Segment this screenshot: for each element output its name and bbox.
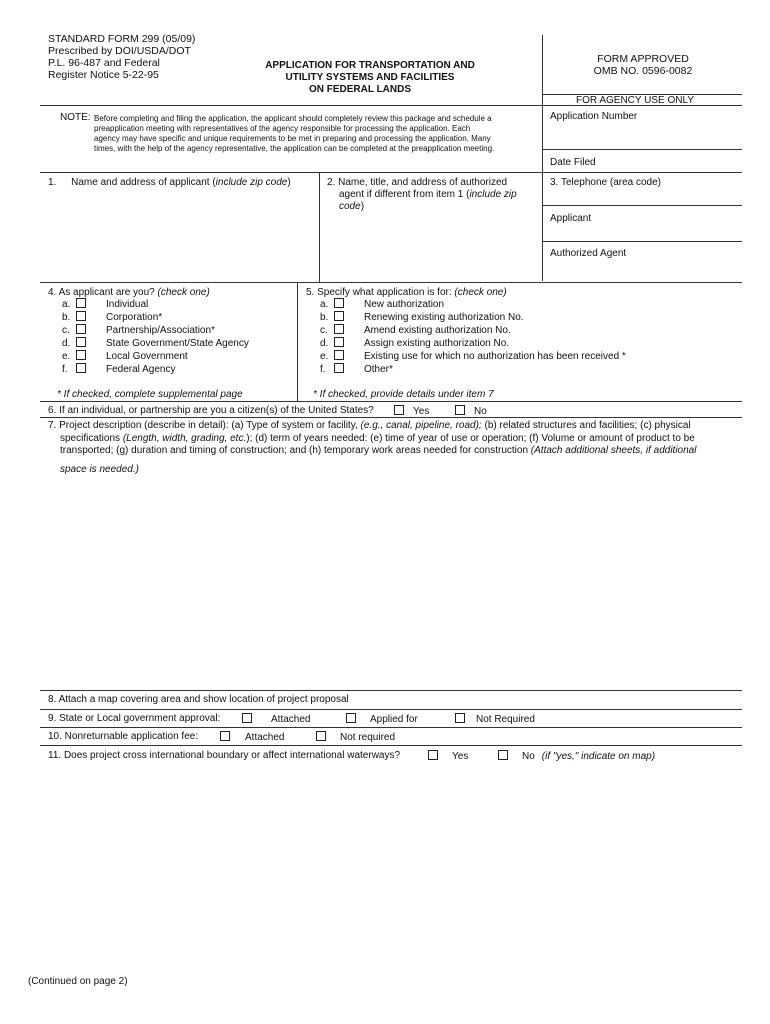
option-letter: e. [320, 351, 329, 362]
option-label: Other* [364, 364, 393, 375]
item5-option-a[interactable] [320, 298, 626, 311]
continued-text: (Continued on page [28, 976, 119, 987]
applied-for-label: Applied for [370, 714, 418, 725]
note-label: NOTE: [60, 112, 91, 123]
item5-question: 5. Specify what application is for: [306, 287, 452, 298]
yes-label: Yes [452, 751, 469, 762]
checkbox[interactable] [334, 350, 344, 360]
checkbox[interactable] [428, 750, 438, 760]
item7-l2b: (Length, width, grading, etc. [122, 432, 247, 444]
item10-attached-option[interactable] [220, 731, 284, 743]
item10-bottom-rule [40, 745, 742, 746]
item6-question: 6. If an individual, or partnership are you a citizen(s) of the United States? [48, 405, 374, 416]
item4-label [48, 287, 210, 298]
item9-attached-option[interactable] [242, 713, 310, 725]
item6-bottom-rule [40, 417, 742, 418]
agency-applicant-field[interactable]: Applicant [550, 213, 592, 224]
date-filed-field[interactable]: Date Filed [550, 157, 596, 168]
item7-l1a: 7. Project description (describe in detail): (a) Type of system or facility, [48, 420, 361, 431]
item5-options [320, 298, 626, 376]
option-label: State Government/State Agency [106, 338, 249, 349]
checkbox[interactable] [76, 298, 86, 308]
item2-line-3-italic: code [339, 201, 361, 212]
item5-label [306, 287, 507, 298]
item7-l3a: transported; (g) duration and timing of construction; and (h) temporary work areas needed for construction [60, 445, 531, 456]
continued-close: ) [124, 976, 128, 987]
item11-no-option[interactable] [498, 750, 655, 762]
no-label: No [474, 406, 487, 417]
yes-label: Yes [413, 406, 430, 417]
item11-question: 11. Does project cross international boundary or affect international waterways? [48, 750, 401, 761]
item9-bottom-rule [40, 727, 742, 728]
checkbox[interactable] [498, 750, 508, 760]
option-label: Renewing existing authorization No. [364, 312, 524, 323]
item4-footnote: * If checked, complete supplemental page [57, 389, 243, 400]
option-letter: f. [320, 364, 326, 375]
item2-line-1: 2. Name, title, and address of authorized [327, 177, 508, 188]
checkbox[interactable] [242, 713, 252, 723]
option-letter: a. [320, 299, 329, 310]
item8-bottom-rule [40, 709, 742, 710]
checkbox[interactable] [334, 298, 344, 308]
item1-number: 1. [48, 177, 57, 188]
option-label: Assign existing authorization No. [364, 338, 510, 349]
note-line-2: preapplication meeting with representatives of the agency responsible for processing the application. Each [94, 124, 471, 133]
checkbox[interactable] [316, 731, 326, 741]
option-letter: f. [62, 364, 68, 375]
attached-label: Attached [271, 714, 311, 725]
item5-option-e[interactable] [320, 350, 626, 363]
checkbox[interactable] [76, 350, 86, 360]
checkbox[interactable] [346, 713, 356, 723]
items-4-5-bottom-rule [40, 401, 742, 402]
option-letter: e. [62, 351, 71, 362]
checkbox[interactable] [334, 311, 344, 321]
item1-item2-divider [319, 172, 320, 282]
note-bottom-rule [40, 172, 742, 173]
option-letter: c. [320, 325, 328, 336]
checkbox[interactable] [455, 405, 465, 415]
agency-column-divider [542, 35, 543, 281]
checkbox[interactable] [394, 405, 404, 415]
checkbox[interactable] [220, 731, 230, 741]
note-line-3: agency may have specific and unique requirements to be met in preparing and processing the application. Many [94, 134, 491, 143]
note-text [94, 114, 494, 154]
item4-option-f[interactable] [62, 363, 249, 376]
item1-text: Name and address of applicant ( [71, 177, 216, 188]
item7-line-4: space is needed.) [60, 463, 139, 475]
item5-option-d[interactable] [320, 337, 626, 350]
option-label: Partnership/Association* [106, 325, 215, 336]
prescribed-by: Prescribed by DOI/USDA/DOT [48, 45, 191, 57]
item4-item5-divider [297, 282, 298, 402]
checkbox[interactable] [76, 337, 86, 347]
agency-use-heading: FOR AGENCY USE ONLY [576, 95, 694, 106]
item2-line-2: agent if different from item 1 ( [339, 189, 470, 200]
item11-yes-option[interactable] [428, 750, 468, 762]
item5-option-c[interactable] [320, 324, 626, 337]
item4-options [62, 298, 249, 376]
item9-not-required-option[interactable] [455, 713, 535, 725]
option-label: Existing use for which no authorization has been received * [364, 351, 626, 362]
checkbox[interactable] [455, 713, 465, 723]
no-label: No [522, 751, 535, 762]
item2-label[interactable] [327, 177, 517, 213]
item7-l1c: (b) related structures and facilities; (c) physical [481, 420, 691, 431]
continued-note [28, 976, 128, 987]
checkbox[interactable] [76, 311, 86, 321]
note-line-4: times, with the help of the agency representative, the application can be completed at the preapplication meeting. [94, 144, 495, 153]
item7-project-description[interactable] [48, 420, 696, 476]
item10-not-required-option[interactable] [316, 731, 395, 743]
agency-rule-3 [542, 241, 742, 242]
item2-line-3-close: ) [360, 201, 365, 212]
form-id: STANDARD FORM 299 (05/09) [48, 33, 196, 45]
title-line-3: ON FEDERAL LANDS [308, 84, 412, 95]
form-identifier-block [48, 33, 195, 81]
agency-rule-1 [542, 149, 742, 150]
form-title [260, 60, 480, 96]
item1-italic: include zip code [215, 177, 288, 188]
item6-no-option[interactable] [455, 405, 487, 417]
checkbox[interactable] [334, 337, 344, 347]
option-label: Individual [106, 299, 149, 310]
title-line-1: APPLICATION FOR TRANSPORTATION AND [265, 60, 475, 71]
item6-yes-option[interactable] [394, 405, 429, 417]
note-line-1: Before completing and filing the application, the applicant should completely review this package and schedule a [94, 114, 492, 123]
item7-line-3 [60, 445, 696, 458]
item7-l2c: ); (d) term of years needed: (e) time of year of use or operation; (f) Volume or amount of product to be [246, 432, 695, 444]
item4-option-a[interactable] [62, 298, 249, 311]
item1-close: ) [287, 177, 291, 188]
option-letter: d. [320, 338, 329, 349]
item9-applied-option[interactable] [346, 713, 418, 725]
option-letter: b. [62, 312, 71, 323]
item5-hint: (check one) [454, 287, 507, 298]
checkbox[interactable] [76, 363, 86, 373]
title-line-2: UTILITY SYSTEMS AND FACILITIES [285, 72, 455, 83]
item5-option-b[interactable] [320, 311, 626, 324]
item4-option-e[interactable] [62, 350, 249, 363]
item7-bottom-rule [40, 690, 742, 691]
omb-number: OMB NO. 0596-0082 [593, 65, 693, 77]
option-letter: c. [62, 325, 70, 336]
checkbox[interactable] [76, 324, 86, 334]
public-law: P.L. 96-487 and Federal [48, 57, 160, 69]
option-label: Corporation* [106, 312, 163, 323]
item7-l1b: (e.g., canal, pipeline, road); [360, 420, 482, 431]
option-label: Amend existing authorization No. [364, 325, 511, 336]
item4-option-c[interactable] [62, 324, 249, 337]
omb-approval [548, 53, 738, 77]
option-letter: a. [62, 299, 71, 310]
option-letter: d. [62, 338, 71, 349]
not-required-label: Not Required [476, 714, 535, 725]
item10-question: 10. Nonreturnable application fee: [48, 731, 199, 742]
option-label: New authorization [364, 299, 445, 310]
item7-l3b: (Attach additional sheets, if additional [530, 445, 697, 456]
option-label: Local Government [106, 351, 188, 362]
item7-l2a: specifications [60, 432, 123, 444]
attached-label: Attached [245, 732, 285, 743]
item5-option-f[interactable] [320, 363, 626, 376]
item4-hint: (check one) [157, 287, 210, 298]
item2-line-2-italic: include zip [469, 189, 517, 200]
item9-question: 9. State or Local government approval: [48, 713, 221, 724]
item7-line-2 [60, 433, 696, 446]
item4-option-b[interactable] [62, 311, 249, 324]
option-label: Federal Agency [106, 364, 176, 375]
agency-authorized-agent-field[interactable]: Authorized Agent [550, 248, 627, 259]
item4-question: 4. As applicant are you? [48, 287, 155, 298]
item4-option-d[interactable] [62, 337, 249, 350]
item7-line-1 [48, 420, 696, 433]
item1-label[interactable] [48, 177, 291, 188]
item11-note: (if "yes," indicate on map) [541, 751, 656, 762]
not-required-label: Not required [340, 732, 396, 743]
form-approved: FORM APPROVED [597, 53, 689, 65]
item8-map: 8. Attach a map covering area and show location of project proposal [48, 694, 349, 705]
telephone-field[interactable]: 3. Telephone (area code) [550, 177, 662, 188]
option-letter: b. [320, 312, 329, 323]
agency-rule-2 [542, 205, 742, 206]
items-1-3-bottom-rule [40, 282, 742, 283]
register-notice: Register Notice 5-22-95 [48, 69, 159, 81]
checkbox[interactable] [334, 324, 344, 334]
checkbox[interactable] [334, 363, 344, 373]
item5-footnote: * If checked, provide details under item 7 [313, 389, 494, 400]
page-number: 2 [118, 976, 125, 987]
application-number-field[interactable]: Application Number [550, 111, 638, 122]
